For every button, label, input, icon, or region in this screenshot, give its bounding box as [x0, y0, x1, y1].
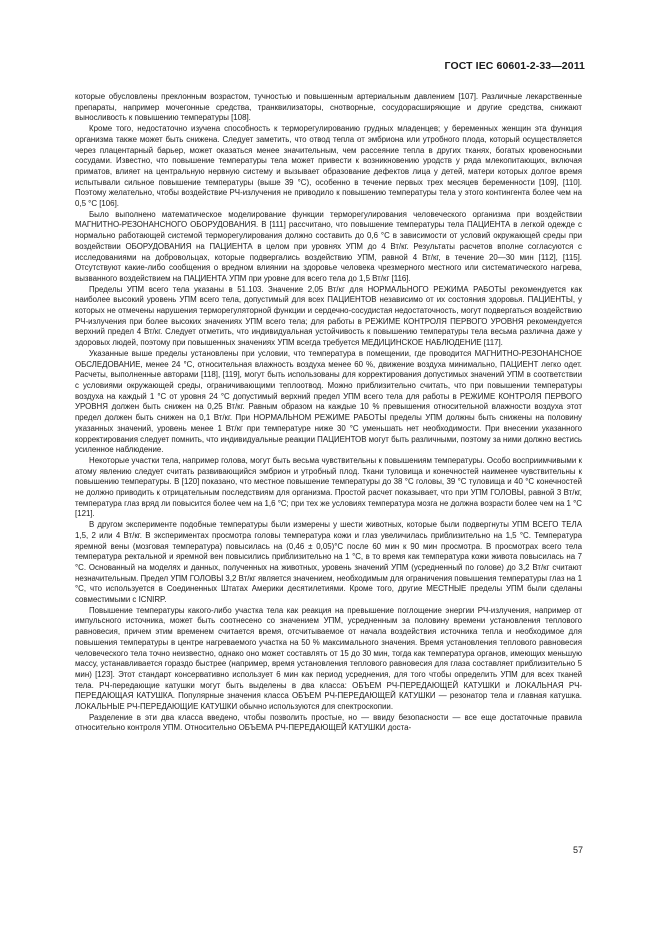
paragraph: Кроме того, недостаточно изучена способность к терморегулированию грудных младенцев; у беременных женщин эта функция организма также может быть снижена. Следует заметить, что отвод тепла от эмбриона или утробного плода, который осуществляется через плацентарный барьер, может оказаться менее значительным, чем рассеяние тепла в других тканях, богатых кровеносными сосудами. Известно, что повышение температуры тела может привести к возникновению уродств у ряда млекопитающих, включая приматов, влияет на центральную нервную систему и вызывает образование дефектов лица у детей, матери которых долгое время испытывали сильное повышение температуры (выше 39 °С), особенно в течение первых трех месяцев беременности [109], [110]. Поэтому желательно, чтобы воздействие РЧ-излучения не приводило к повышению температуры тела у этого контингента более чем на 0,5 °С [106].	[75, 124, 582, 209]
body-text	[75, 92, 582, 887]
paragraph: Пределы УПМ всего тела указаны в 51.103. Значение 2,05 Вт/кг для НОРМАЛЬНОГО РЕЖИМА РАБОТЫ рекомендуется как наиболее высокий уровень УПМ всего тела, допустимый для всех ПАЦИЕНТОВ независимо от их состояния здоровья. ПАЦИЕНТЫ, у которых не отмечены нарушения терморегуляторной функции и сердечно-сосудистая недостаточность, могут подвергаться воздействию РЧ-излучения при более высоких значениях УПМ всего тела; для работы в РЕЖИМЕ КОНТРОЛЯ ПЕРВОГО УРОВНЯ рекомендуется верхний предел 4 Вт/кг. Следует отметить, что индивидуальная устойчивость к повышению температуры тела весьма различна даже у здоровых людей, поэтому при повышенных значениях УПМ всегда требуется МЕДИЦИНСКОЕ НАБЛЮДЕНИЕ [117].	[75, 284, 582, 348]
standard-header: ГОСТ IEC 60601-2-33—2011	[444, 60, 585, 72]
paragraph: Указанные выше пределы установлены при условии, что температура в помещении, где проводится МАГНИТНО-РЕЗОНАНСНОЕ ОБСЛЕДОВАНИЕ, менее 24 °С, относительная влажность воздуха менее 60 %, движение воздуха минимально, ПАЦИЕНТ легко одет. Расчеты, выполненные авторами [118], [119], могут быть использованы для корректирования допустимых значений УПМ в соответствии с условиями окружающей среды, ограничивающими теплоотвод. Можно приблизительно считать, что при повышении температуры воздуха на каждый 1 °С от уровня 24 °С допустимый верхний предел УПМ всего тела для работы в РЕЖИМЕ КОНТРОЛЯ ПЕРВОГО УРОВНЯ должен быть снижен на 0,25 Вт/кг. Равным образом на каждые 10 % превышения относительной влажности воздуха этот предел должен быть снижен на 0,1 Вт/кг. При НОРМАЛЬНОМ РЕЖИМЕ РАБОТЫ пределы УПМ должны быть снижены на половину указанных значений, уровень менее 1 Вт/кг при температуре ниже 30 °С уменьшать нет необходимости. При внесении указанного корректирования следует помнить, что индивидуальные реакции ПАЦИЕНТОВ могут быть различными, поэтому за ними должно вестись усиленное наблюдение.	[75, 348, 582, 455]
paragraph: В другом эксперименте подобные температуры были измерены у шести животных, которые были подвергнуты УПМ ВСЕГО ТЕЛА 1,5, 2 или 4 Вт/кг. В экспериментах просмотра головы температура кожи и глаз увеличилась приблизительно на 1,5 °С. Температура яремной вены (мозговая температура) повысилась на (0,46 ± 0,05)°С после 60 мин к 90 мин просмотра. В просмотрах всего тела температура ректальной и яремной вен повысились приблизительно на 1 °С, в то время как температура кожи живота повысилась на 7 °С. Основанный на моделях и данных, полученных на животных, уровень значений УПМ (усредненный по голове) до 3,2 Вт/кг считают незначительным. Предел УПМ ГОЛОВЫ 3,2 Вт/кг является значением, необходимым для ограничения повышения температуры глаз на 1 °С, что используется в Соединенных Штатах Америки десятилетиями. Кроме того, другие МЕСТНЫЕ пределы УПМ были сделаны совместимыми с ICNIRP.	[75, 520, 582, 605]
paragraph: Было выполнено математическое моделирование функции терморегулирования человеческого организма при воздействии МАГНИТНО-РЕЗОНАНСНОГО ОБОРУДОВАНИЯ. В [111] рассчитано, что повышение температуры тела ПАЦИЕНТА в легкой одежде с нормально работающей системой терморегулирования должно составить до 0,6 °С в зависимости от условий окружающей среды при воздействии ОБОРУДОВАНИЯ на ПАЦИЕНТА в целом при уровнях УПМ до 4 Вт/кг. Результаты расчетов вполне согласуются с исследованиями на добровольцах, которые подвергались воздействию УПМ, равной 4 Вт/кг, в течение 20—30 мин [112], [115]. Отсутствуют какие-либо сообщения о вредном влиянии на здоровье человека чрезмерного местного или систематического нагрева, вызванного воздействием на ПАЦИЕНТА УПМ при уровне для всего тела до 1,5 Вт/кг [116].	[75, 209, 582, 283]
page-number: 57	[572, 845, 583, 855]
paragraph: Некоторые участки тела, например голова, могут быть весьма чувствительны к повышениям температуры. Особо восприимчивыми к атому явлению следует считать развивающийся эмбрион и утробный плод. Ткани туловища и конечностей наименее чувствительны к повышению температуры. В [120] показано, что местное повышение температуры до 38 °С головы, 39 °С туловища и 40 °С конечностей не должно приводить к отрицательным последствиям для организма. Простой расчет показывает, что при УПМ ГОЛОВЫ, равной 3 Вт/кг, температура глаз вряд ли повысится более чем на 1,6 °С; при тех же условиях температура мозга не должна возрасти более чем на 1 °С [121].	[75, 455, 582, 519]
paragraph: которые обусловлены преклонным возрастом, тучностью и повышенным артериальным давлением [107]. Различные лекарственные препараты, например мочегонные средства, транквилизаторы, снотворные, сосудорасширяющие и другие средства, снижают выносливость к повышению температуры [108].	[75, 92, 582, 123]
paragraph: Повышение температуры какого-либо участка тела как реакция на превышение поглощение энергии РЧ-излучения, например от импульсного источника, может быть соотнесено со значением УПМ, усредненным за половину времени установления теплового равновесия, причем этим временем считается время, отсчитываемое от начала воздействия источника тепла и необходимое для повышения температуры в центре нагреваемого участка на 50 % максимального значения. Время установления теплового равновесия человеческого тела точно неизвестно, однако оно может составлять от 15 до 30 мин, тогда как температура органов, имеющих меньшую массу, устанавливается гораздо быстрее (например, время установления теплового равновесия для глаза составляет приблизительно 5 мин) [123]. Этот стандарт консервативно использует 6 мин как период усреднения, для того чтобы определить УПМ для всех тканей тела. РЧ-передающие катушки могут быть выделены в два класса: ОБЪЕМ РЧ-ПЕРЕДАЮЩЕЙ КАТУШКИ и ЛОКАЛЬНАЯ РЧ-ПЕРЕДАЮЩАЯ КАТУШКА. Популярные значения класса ОБЪЕМ РЧ-ПЕРЕДАЮЩЕЙ КАТУШКИ — резонатор тела и главная катушка. ЛОКАЛЬНЫЕ РЧ-ПЕРЕДАЮЩИЕ КАТУШКИ обычно используются для спектроскопии.	[75, 605, 582, 712]
paragraph: Разделение в эти два класса введено, чтобы позволить простые, но — ввиду безопасности — все еще достаточные правила относительно контроля УПМ. Относительно ОБЪЕМА РЧ-ПЕРЕДАЮЩЕЙ КАТУШКИ доста-	[75, 712, 582, 733]
